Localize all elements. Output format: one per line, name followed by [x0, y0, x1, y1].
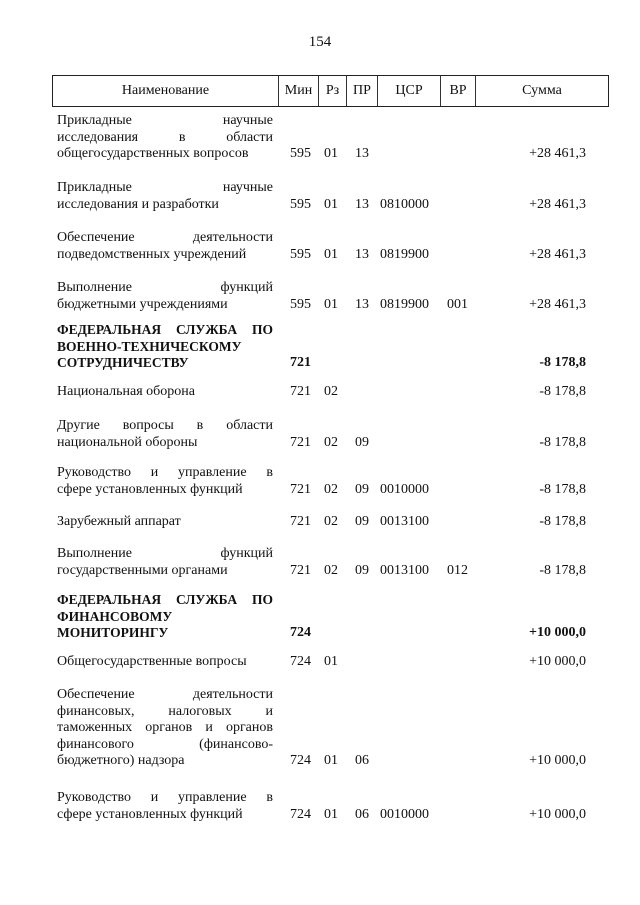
- header-name: Наименование: [53, 76, 279, 106]
- cell-sum: +10 000,0: [529, 753, 586, 768]
- cell-rz: 01: [324, 753, 338, 768]
- cell-csr: 0010000: [380, 481, 429, 497]
- row-name-line: исследования и разработки: [57, 196, 219, 212]
- row-name-line: Выполнение функций: [57, 546, 273, 561]
- cell-min: 721: [290, 434, 311, 450]
- cell-csr: 0013100: [380, 514, 429, 529]
- cell-pr: 13: [355, 296, 369, 312]
- row-name-line: Выполнение функций: [57, 280, 273, 295]
- cell-csr: 0013100: [380, 562, 429, 578]
- header-vr: ВР: [441, 76, 476, 106]
- table-row: [0, 592, 640, 642]
- cell-rz: 01: [324, 246, 338, 262]
- row-name: [57, 654, 273, 671]
- cell-rz: 01: [324, 806, 338, 822]
- row-name: [57, 546, 273, 579]
- row-name-line: Другие вопросы в области: [57, 418, 273, 433]
- cell-sum: +28 461,3: [529, 246, 586, 262]
- row-name: [57, 322, 273, 372]
- cell-pr: 09: [355, 562, 369, 578]
- cell-min: 595: [290, 246, 311, 262]
- row-name-line: бюджетными учреждениями: [57, 296, 228, 312]
- cell-min: 724: [290, 806, 311, 822]
- header-sum: Сумма: [522, 83, 562, 98]
- row-name-line: Прикладные научные: [57, 180, 273, 195]
- table-header: [52, 75, 609, 107]
- cell-pr: 09: [355, 514, 369, 529]
- row-name-line: Общегосударственные вопросы: [57, 654, 247, 669]
- cell-rz: 02: [324, 562, 338, 578]
- header-rz: Рз: [319, 76, 347, 106]
- row-name: [57, 180, 273, 213]
- row-name: [57, 113, 273, 163]
- row-name-line: бюджетного) надзора: [57, 753, 185, 768]
- cell-min: 595: [290, 146, 311, 161]
- table-row: [0, 113, 640, 163]
- table-row: [0, 384, 640, 401]
- header-min: Мин: [279, 76, 319, 106]
- row-name-line: ФИНАНСОВОМУ: [57, 608, 173, 624]
- row-name-line: финансовых, налоговых и: [57, 703, 273, 719]
- header-pr: ПР: [347, 76, 378, 106]
- cell-sum: -8 178,8: [539, 434, 586, 450]
- row-name-line: государственными органами: [57, 562, 228, 578]
- cell-min: 721: [290, 384, 311, 399]
- cell-min: 721: [290, 514, 311, 529]
- row-name-line: общегосударственных вопросов: [57, 146, 249, 161]
- cell-sum: +28 461,3: [529, 296, 586, 312]
- table-row: [0, 418, 640, 451]
- table-row: [0, 790, 640, 823]
- cell-rz: 02: [324, 384, 338, 399]
- cell-pr: 09: [355, 481, 369, 497]
- page-number: 154: [308, 34, 332, 50]
- row-name-line: национальной обороны: [57, 434, 198, 450]
- cell-min: 721: [290, 355, 311, 370]
- cell-pr: 06: [355, 753, 369, 768]
- row-name-line: МОНИТОРИНГУ: [57, 625, 169, 640]
- cell-csr: 0010000: [380, 806, 429, 822]
- row-name-line: финансового (финансово-: [57, 736, 273, 752]
- cell-csr: 0819900: [380, 296, 429, 312]
- cell-min: 595: [290, 296, 311, 312]
- cell-rz: 01: [324, 196, 338, 212]
- table-row: [0, 687, 640, 770]
- row-name: [57, 790, 273, 823]
- cell-sum: -8 178,8: [539, 562, 586, 578]
- row-name-line: сфере установленных функций: [57, 481, 243, 497]
- row-name: [57, 230, 273, 263]
- row-name-line: ФЕДЕРАЛЬНАЯ СЛУЖБА ПО: [57, 322, 273, 337]
- cell-rz: 02: [324, 481, 338, 497]
- cell-sum: +28 461,3: [529, 196, 586, 212]
- cell-sum: -8 178,8: [539, 514, 586, 529]
- cell-pr: 06: [355, 806, 369, 822]
- table-row: [0, 514, 640, 531]
- cell-sum: -8 178,8: [539, 481, 586, 497]
- cell-rz: 02: [324, 434, 338, 450]
- row-name: [57, 514, 273, 531]
- cell-pr: 13: [355, 146, 369, 161]
- row-name-line: Руководство и управление в: [57, 465, 273, 480]
- table-row: [0, 280, 640, 313]
- cell-min: 724: [290, 654, 311, 669]
- cell-rz: 01: [324, 146, 338, 161]
- cell-min: 724: [290, 753, 311, 768]
- cell-sum: +10 000,0: [529, 654, 586, 669]
- cell-min: 595: [290, 196, 311, 212]
- row-name-line: исследования в области: [57, 129, 273, 145]
- row-name-line: СОТРУДНИЧЕСТВУ: [57, 355, 189, 370]
- cell-sum: +10 000,0: [529, 625, 586, 640]
- cell-vr: 012: [447, 562, 468, 578]
- cell-min: 721: [290, 481, 311, 497]
- table-row: [0, 180, 640, 213]
- table-row: [0, 654, 640, 671]
- cell-pr: 13: [355, 196, 369, 212]
- cell-sum: +10 000,0: [529, 806, 586, 822]
- cell-sum: +28 461,3: [529, 146, 586, 161]
- row-name: [57, 592, 273, 642]
- row-name-line: подведомственных учреждений: [57, 246, 247, 262]
- row-name: [57, 418, 273, 451]
- table-row: [0, 230, 640, 263]
- table-row: [0, 465, 640, 498]
- cell-rz: 01: [324, 654, 338, 669]
- cell-pr: 09: [355, 434, 369, 450]
- row-name-line: Зарубежный аппарат: [57, 514, 181, 529]
- row-name-line: таможенных органов и органов: [57, 720, 273, 735]
- row-name: [57, 465, 273, 498]
- row-name-line: ВОЕННО-ТЕХНИЧЕСКОМУ: [57, 338, 242, 354]
- row-name-line: Руководство и управление в: [57, 790, 273, 805]
- row-name-line: Обеспечение деятельности: [57, 230, 273, 245]
- row-name: [57, 687, 273, 770]
- header-csr: ЦСР: [378, 76, 441, 106]
- row-name: [57, 280, 273, 313]
- row-name-line: ФЕДЕРАЛЬНАЯ СЛУЖБА ПО: [57, 592, 273, 607]
- row-name: [57, 384, 273, 401]
- cell-rz: 02: [324, 514, 338, 529]
- table-row: [0, 546, 640, 579]
- row-name-line: Национальная оборона: [57, 384, 195, 399]
- row-name-line: Прикладные научные: [57, 113, 273, 128]
- cell-sum: -8 178,8: [539, 355, 586, 370]
- row-name-line: сфере установленных функций: [57, 806, 243, 822]
- cell-vr: 001: [447, 296, 468, 312]
- cell-min: 724: [290, 625, 311, 640]
- cell-csr: 0810000: [380, 196, 429, 212]
- cell-rz: 01: [324, 296, 338, 312]
- cell-pr: 13: [355, 246, 369, 262]
- cell-min: 721: [290, 562, 311, 578]
- table-row: [0, 322, 640, 372]
- row-name-line: Обеспечение деятельности: [57, 687, 273, 702]
- cell-csr: 0819900: [380, 246, 429, 262]
- cell-sum: -8 178,8: [539, 384, 586, 399]
